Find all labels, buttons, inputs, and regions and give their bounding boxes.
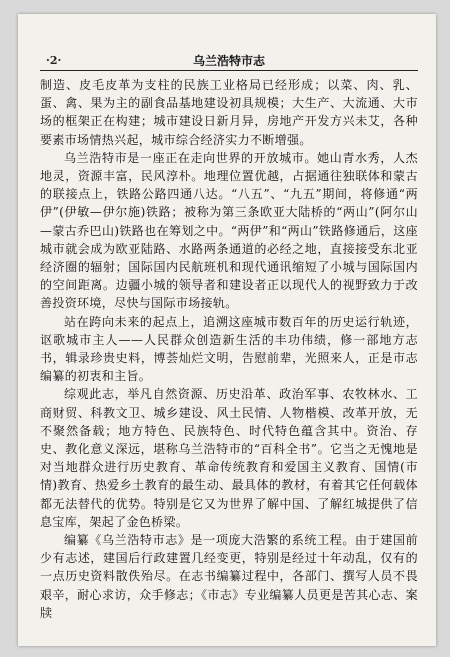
paragraph-5: 编纂《乌兰浩特市志》是一项庞大浩繁的系统工程。由于建国前少有志述，建国后行政建置几经变更，特别是经过十年动乱，仅有的一点历史资料散佚殆尽。在志书编纂过程中，各部门、撰写人员不畏艰辛，耐心求访，众手修志；《市志》专业编纂人员更是苦其心志、案牍 <box>40 533 418 620</box>
running-title: 乌兰浩特市志 <box>192 54 265 68</box>
paragraph-2: 乌兰浩特市是一座正在走向世界的开放城市。她山青水秀，人杰地灵，资源丰富，民风淳朴。地理位置优越，占据通往独联体和蒙古的联接点上，铁路公路四通八达。“八五”、“九五”期间，将修通“两伊”(伊敏—伊尔施)铁路；被称为第三条欧亚大陆桥的“两山”(阿尔山—蒙古乔巴山)铁路也在筹划之中。“两伊”和“两山”铁路修通后，这座城市就会成为欧亚陆路、水路两条通道的必经之地，直接接受东北亚经济圈的辐射；国际国内民航班机和现代通讯缩短了小城与国际国内的空间距离。边疆小城的领导者和建设者正以现代人的视野致力于改善投资环境，尽快与国际市场接轨。 <box>40 150 418 311</box>
document-page <box>18 14 436 646</box>
page-body <box>40 76 418 622</box>
page-header <box>40 52 418 71</box>
paragraph-4: 综观此志，举凡自然资源、历史沿革、政治军事、农牧林水、工商财贸、科教文卫、城乡建设、风土民情、人物楷模、改革开放，无不聚然备载；地方特色、民族特色、时代特色蕴含其中。资治、存史、教化意义深远，堪称乌兰浩特市的“百科全书”。它当之无愧地是对当地群众进行历史教育、革命传统教育和爱国主义教育、国情(市情)教育、热爱乡土教育的最生动、最具体的教材，有着其它任何载体都无法替代的优势。特别是它又为世界了解中国、了解红城提供了信息宝库，架起了金色桥梁。 <box>40 387 418 529</box>
paragraph-1: 制造、皮毛皮革为支柱的民族工业格局已经形成；以菜、肉、乳、蛋、禽、果为主的副食品基地建设初具规模；大生产、大流通、大市场的框架正在构建；城市建设日新月异，房地产开发方兴未艾，各种要素市场情热兴起，城市综合经济实力不断增强。 <box>40 78 418 147</box>
page-number: ·2· <box>46 54 62 67</box>
paragraph-3: 站在跨向未来的起点上，追溯这座城市数百年的历史运行轨迹，讴歌城市主人——人民群众创造新生活的丰功伟绩，修一部地方志书，辑录珍贵史料，博荟灿烂文明，告慰前辈，光照来人，正是市志编纂的初衷和主旨。 <box>40 314 418 384</box>
